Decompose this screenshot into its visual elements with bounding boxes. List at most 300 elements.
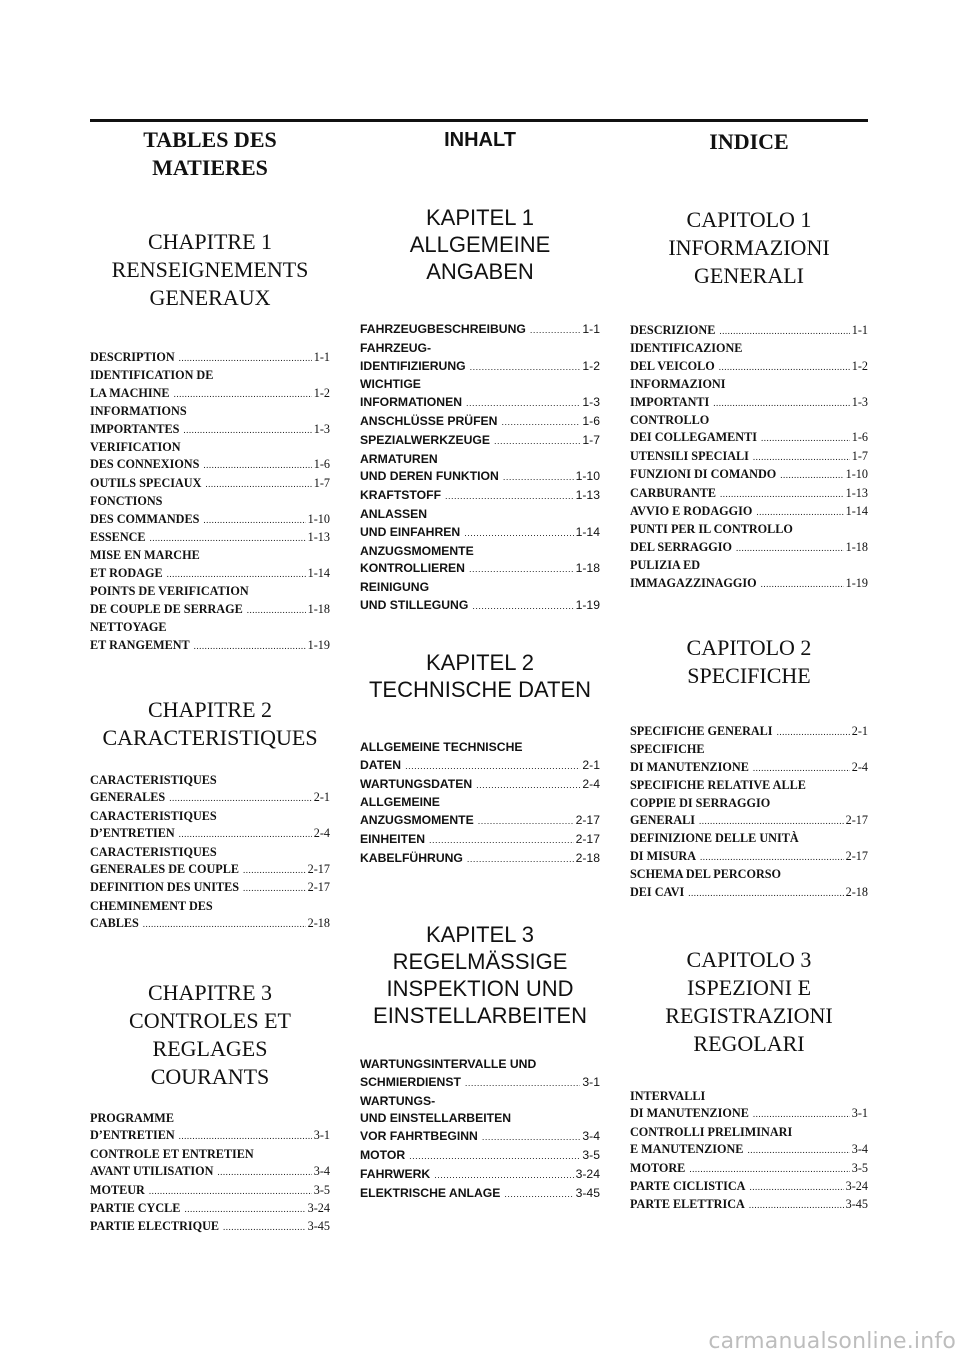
dot-leader	[465, 1075, 580, 1093]
toc-page-number: 3-4	[851, 1142, 868, 1157]
toc-page-number: 3-24	[845, 1179, 868, 1194]
dot-leader	[530, 322, 580, 340]
contents-title	[90, 126, 330, 182]
dot-leader	[143, 916, 306, 933]
toc-page-number: 1-10	[845, 467, 868, 482]
chapter-heading-line: CHAPITRE 1	[147, 229, 273, 254]
chapter-heading-line: CHAPITRE 2	[147, 697, 273, 722]
toc-entry-line	[630, 759, 868, 777]
chapter-heading	[90, 228, 330, 312]
toc-entry-text: ALLGEMEINE	[360, 795, 440, 810]
toc-page-number: 3-5	[851, 1160, 868, 1175]
toc-list	[360, 1056, 600, 1203]
toc-entry[interactable]	[360, 1147, 600, 1166]
toc-entry-text: SCHMIERDIENST	[360, 1074, 461, 1089]
toc-entry-line	[360, 757, 600, 776]
dot-leader	[719, 359, 850, 376]
dot-leader	[429, 832, 574, 850]
toc-entry-text: GENERALES	[90, 790, 166, 805]
toc-entry[interactable]	[90, 1146, 330, 1182]
toc-page-number: 1-19	[845, 575, 868, 590]
toc-page-number: 3-5	[313, 1182, 330, 1197]
chapter-heading-line: TECHNISCHE DATEN	[368, 677, 592, 702]
dot-leader	[699, 813, 844, 830]
toc-entry[interactable]	[90, 1182, 330, 1200]
toc-entry[interactable]	[90, 367, 330, 403]
toc-entry[interactable]	[360, 850, 600, 869]
toc-entry-text: VOR FAHRTBEGINN	[360, 1129, 478, 1144]
toc-entry-line	[360, 831, 600, 850]
toc-entry-line	[630, 358, 868, 376]
toc-entry-line	[90, 879, 330, 897]
chapter-heading	[360, 921, 600, 1029]
toc-entry-line	[630, 429, 868, 447]
watermark: carmanualsonline.info	[708, 1329, 956, 1354]
toc-entry-text: PULIZIA ED	[630, 558, 701, 573]
toc-entry-text: DE COUPLE DE SERRAGE	[90, 601, 243, 616]
toc-page-number: 2-4	[851, 759, 868, 774]
toc-entry-line	[360, 597, 600, 616]
toc-list	[90, 1110, 330, 1237]
dot-leader	[434, 1167, 573, 1185]
dot-leader	[405, 758, 580, 776]
toc-entry-line	[90, 915, 330, 933]
toc-page-number: 1-18	[845, 539, 868, 554]
toc-entry-line	[630, 503, 868, 521]
toc-entry-line	[630, 723, 868, 741]
toc-entry-text: ELEKTRISCHE ANLAGE	[360, 1185, 501, 1200]
toc-entry-text: POINTS DE VERIFICATION	[90, 584, 249, 599]
dot-leader	[467, 851, 574, 869]
contents-title-line: MATIERES	[152, 155, 268, 180]
toc-entry[interactable]	[90, 475, 330, 493]
toc-entry-line	[360, 321, 600, 340]
toc-page-number: 3-1	[313, 1128, 330, 1143]
toc-entry-text: LA MACHINE	[90, 385, 170, 400]
toc-page-number: 1-14	[575, 524, 600, 539]
toc-entry[interactable]	[360, 487, 600, 506]
toc-page-number: 3-1	[582, 1074, 600, 1089]
dot-leader	[167, 566, 306, 583]
chapter-heading	[90, 979, 330, 1091]
toc-entry-text: ANZUGSMOMENTE	[360, 813, 474, 828]
toc-entry-line	[630, 1105, 868, 1123]
dot-leader	[753, 1106, 850, 1123]
toc-entry-line	[360, 850, 600, 869]
toc-entry[interactable]	[630, 866, 868, 902]
toc-entry-text: GENERALI	[630, 813, 696, 828]
toc-entry[interactable]	[360, 1185, 600, 1204]
dot-leader	[736, 540, 844, 557]
toc-entry[interactable]	[90, 583, 330, 619]
chapter-heading	[360, 649, 600, 703]
toc-entry-text: KRAFTSTOFF	[360, 488, 442, 503]
toc-entry-line	[630, 848, 868, 866]
contents-title-line: TABLES DES	[143, 127, 277, 152]
toc-entry-text: ALLGEMEINE TECHNISCHE	[360, 740, 523, 754]
toc-entry-text: IDENTIFICAZIONE	[630, 341, 743, 356]
chapter-heading-line: RENSEIGNEMENTS	[111, 257, 309, 282]
dot-leader	[700, 849, 844, 866]
toc-entry[interactable]	[90, 1200, 330, 1218]
toc-entry-line	[360, 560, 600, 579]
toc-entry-text: INTERVALLI	[630, 1089, 706, 1103]
toc-entry-text: SPECIFICHE GENERALI	[630, 724, 773, 738]
toc-entry[interactable]	[360, 1056, 600, 1093]
toc-entry-line	[360, 1185, 600, 1204]
toc-page-number: 3-24	[575, 1166, 600, 1181]
toc-page-number: 3-4	[313, 1164, 330, 1179]
toc-entry[interactable]	[630, 741, 868, 777]
toc-entry-line	[360, 1166, 600, 1185]
dot-leader	[174, 386, 312, 403]
toc-entry-text: CONTROLLO	[630, 413, 710, 428]
toc-entry-line	[90, 861, 330, 879]
toc-page-number: 2-18	[307, 916, 330, 931]
toc-entry-text: KABELFÜHRUNG	[360, 850, 463, 865]
toc-entry-text: DES COMMANDES	[90, 511, 200, 526]
toc-entry-text: ET RODAGE	[90, 565, 163, 580]
toc-entry-line	[630, 1178, 868, 1196]
toc-entry[interactable]	[360, 321, 600, 340]
toc-entry-line	[90, 529, 330, 547]
dot-leader	[753, 449, 850, 466]
chapter-heading-line: ALLGEMEINE	[409, 232, 551, 257]
toc-page-number: 1-7	[313, 475, 330, 490]
toc-entry-line	[630, 539, 868, 557]
toc-entry[interactable]	[630, 503, 868, 521]
dot-leader	[761, 430, 850, 447]
toc-entry-text: REINIGUNG	[360, 580, 430, 595]
toc-page-number: 1-14	[307, 565, 330, 580]
toc-page-number: 2-18	[845, 884, 868, 899]
toc-page-number: 2-17	[307, 862, 330, 877]
dot-leader	[466, 395, 580, 413]
toc-entry[interactable]	[360, 831, 600, 850]
toc-entry-text: ANSCHLÜSSE PRÜFEN	[360, 413, 498, 428]
toc-entry-text: ESSENCE	[90, 530, 146, 545]
toc-entry-line	[360, 413, 600, 432]
dot-leader	[217, 1164, 311, 1181]
toc-entry[interactable]	[90, 547, 330, 583]
toc-entry[interactable]	[360, 776, 600, 795]
toc-page-number: 1-2	[313, 385, 330, 400]
toc-page-number: 3-45	[575, 1185, 600, 1200]
toc-list	[90, 772, 330, 934]
toc-entry[interactable]	[360, 1093, 600, 1147]
toc-page-number: 1-19	[307, 637, 330, 652]
dot-leader	[780, 467, 843, 484]
chapter-heading-line: GENERAUX	[149, 285, 271, 310]
toc-page-number: 3-1	[851, 1106, 868, 1121]
toc-entry-line	[90, 789, 330, 807]
chapter-heading-line: CONTROLES ET	[129, 1008, 291, 1033]
contents-title	[630, 128, 868, 156]
toc-page-number: 2-1	[851, 724, 868, 738]
toc-entry[interactable]	[360, 1166, 600, 1185]
toc-entry-text: DI MANUTENZIONE	[630, 759, 749, 774]
toc-entry-text: OUTILS SPECIAUX	[90, 475, 202, 490]
chapter-heading-line: EINSTELLARBEITEN	[373, 1003, 587, 1028]
dot-leader	[470, 359, 581, 377]
toc-entry[interactable]	[90, 619, 330, 655]
toc-entry-text: FAHRZEUGBESCHREIBUNG	[360, 322, 526, 336]
toc-page-number: 3-45	[845, 1197, 868, 1212]
toc-list	[630, 322, 868, 593]
toc-entry[interactable]	[360, 451, 600, 488]
toc-entry[interactable]	[630, 557, 868, 593]
toc-entry-text: PARTE CICLISTICA	[630, 1179, 746, 1194]
chapter-heading-line: CARACTERISTIQUES	[102, 725, 318, 750]
dot-leader	[503, 469, 574, 487]
toc-entry-text: CONTROLLI PRELIMINARI	[630, 1124, 793, 1139]
toc-entry[interactable]	[630, 1124, 868, 1160]
toc-list	[360, 739, 600, 869]
dot-leader	[494, 433, 580, 451]
toc-entry-text: UND EINFAHREN	[360, 524, 461, 539]
toc-page-number: 1-18	[307, 601, 330, 616]
toc-entry[interactable]	[360, 739, 600, 776]
toc-entry-line	[90, 1200, 330, 1218]
toc-entry-line	[630, 466, 868, 484]
toc-entry-text: IMPORTANTI	[630, 394, 710, 409]
toc-entry[interactable]	[90, 349, 330, 367]
toc-entry-text: UND DEREN FUNKTION	[360, 469, 499, 484]
toc-entry-line	[360, 468, 600, 487]
toc-entry-line	[360, 358, 600, 377]
toc-entry[interactable]	[630, 412, 868, 448]
dot-leader	[169, 790, 312, 807]
dot-leader	[194, 638, 306, 655]
toc-entry[interactable]	[630, 521, 868, 557]
dot-leader	[243, 862, 306, 879]
toc-entry[interactable]	[630, 376, 868, 412]
toc-entry-line	[360, 812, 600, 831]
toc-entry-line	[360, 524, 600, 543]
toc-entry-text: DEFINIZIONE DELLE UNITÀ	[630, 831, 799, 846]
chapter-heading-line: CAPITOLO 2	[686, 635, 812, 660]
toc-entry-text: PROGRAMME	[90, 1111, 174, 1125]
toc-page-number: 3-5	[582, 1147, 600, 1162]
toc-page-number: 3-24	[307, 1201, 330, 1216]
toc-page-number: 1-13	[575, 488, 600, 503]
toc-entry[interactable]	[90, 879, 330, 897]
toc-page-number: 1-13	[845, 485, 868, 500]
toc-entry[interactable]	[360, 413, 600, 432]
toc-page-number: 1-14	[845, 504, 868, 519]
toc-entry-text: CONTROLE ET ENTRETIEN	[90, 1146, 254, 1161]
toc-entry[interactable]	[630, 723, 868, 741]
toc-entry-text: D’ENTRETIEN	[90, 1128, 175, 1143]
chapter-heading-line: KAPITEL 2	[425, 650, 534, 675]
toc-entry[interactable]	[360, 543, 600, 580]
toc-entry-line	[630, 1141, 868, 1159]
toc-entry-line	[630, 1196, 868, 1214]
toc-page-number: 1-1	[851, 323, 868, 337]
toc-entry[interactable]	[630, 322, 868, 340]
toc-entry[interactable]	[90, 898, 330, 934]
toc-page-number: 2-17	[575, 813, 600, 828]
toc-entry-text: MOTOR	[360, 1147, 406, 1162]
top-rule	[90, 119, 868, 122]
toc-page-number: 1-10	[307, 511, 330, 526]
chapter-heading-line: REGOLARI	[693, 1031, 805, 1056]
dot-leader	[469, 561, 574, 579]
toc-entry-text: INFORMAZIONI	[630, 377, 726, 392]
toc-entry-text: MOTEUR	[90, 1182, 145, 1197]
toc-entry-text: E MANUTENZIONE	[630, 1142, 744, 1157]
dot-leader	[445, 488, 574, 506]
dot-leader	[179, 1128, 312, 1145]
toc-page-number: 2-17	[845, 848, 868, 863]
toc-entry-line	[360, 487, 600, 506]
dot-leader	[753, 760, 850, 777]
toc-entry-line	[360, 1147, 600, 1166]
toc-entry-text: DEI CAVI	[630, 884, 685, 899]
toc-entry-text: VERIFICATION	[90, 440, 181, 455]
toc-entry-text: ET RANGEMENT	[90, 637, 190, 652]
dot-leader	[756, 504, 843, 521]
toc-entry[interactable]	[90, 1218, 330, 1236]
toc-page-number: 1-13	[307, 530, 330, 545]
toc-entry[interactable]	[360, 376, 600, 413]
toc-entry-line	[630, 448, 868, 466]
chapter-heading-line: SPECIFICHE	[687, 663, 811, 688]
toc-entry-text: DESCRIPTION	[90, 350, 175, 364]
dot-leader	[478, 813, 574, 831]
toc-entry-text: CABLES	[90, 916, 139, 931]
toc-entry-text: SPEZIALWERKZEUGE	[360, 432, 491, 447]
dot-leader	[464, 525, 573, 543]
toc-entry-text: AVVIO E RODAGGIO	[630, 504, 753, 519]
toc-page-number: 3-4	[582, 1129, 600, 1144]
toc-entry-text: DEFINITION DES UNITES	[90, 880, 239, 895]
chapter-heading-line: GENERALI	[694, 263, 804, 288]
toc-entry-text: D’ENTRETIEN	[90, 826, 175, 841]
toc-entry-text: DI MISURA	[630, 848, 697, 863]
toc-entry-text: ARMATUREN	[360, 451, 438, 466]
dot-leader	[750, 1179, 844, 1196]
toc-entry-text: DATEN	[360, 757, 402, 772]
toc-entry[interactable]	[360, 432, 600, 451]
toc-entry[interactable]	[630, 448, 868, 466]
toc-entry[interactable]	[630, 340, 868, 376]
toc-entry[interactable]	[630, 1178, 868, 1196]
toc-entry-line	[360, 1128, 600, 1147]
toc-entry-text: SCHEMA DEL PERCORSO	[630, 867, 782, 882]
dot-leader	[409, 1148, 580, 1166]
dot-leader	[203, 457, 311, 474]
toc-entry[interactable]	[360, 794, 600, 831]
dot-leader	[720, 486, 844, 503]
chapter-heading-line: REGISTRAZIONI	[665, 1003, 833, 1028]
toc-entry[interactable]	[630, 485, 868, 503]
toc-entry-text: KONTROLLIEREN	[360, 561, 465, 576]
toc-entry-text: CARACTERISTIQUES	[90, 773, 217, 787]
dot-leader	[501, 414, 580, 432]
toc-page-number: 1-6	[851, 430, 868, 445]
dot-leader	[243, 880, 306, 897]
toc-entry-line	[360, 394, 600, 413]
toc-page-number: 1-3	[582, 395, 600, 410]
toc-entry[interactable]	[630, 466, 868, 484]
toc-page-number: 1-3	[851, 394, 868, 409]
toc-entry-text: GENERALES DE COUPLE	[90, 862, 239, 877]
contents-title-line: INDICE	[709, 129, 789, 154]
toc-entry-line	[630, 1160, 868, 1178]
toc-entry-line	[90, 421, 330, 439]
toc-entry-text: IMPORTANTES	[90, 421, 180, 436]
toc-list	[630, 1088, 868, 1215]
toc-entry-text: DES CONNEXIONS	[90, 457, 200, 472]
dot-leader	[482, 1129, 581, 1147]
toc-list	[90, 349, 330, 655]
toc-entry[interactable]	[90, 1110, 330, 1146]
dot-leader	[184, 1201, 305, 1218]
dot-leader	[223, 1219, 306, 1236]
toc-entry[interactable]	[630, 1088, 868, 1124]
toc-entry-line	[630, 322, 868, 340]
chapter-heading	[630, 634, 868, 690]
toc-entry[interactable]	[360, 579, 600, 616]
chapter-heading-line: CHAPITRE 3	[147, 980, 273, 1005]
toc-entry-text: UND STILLEGUNG	[360, 597, 469, 612]
toc-entry-text: FAHRZEUG-	[360, 340, 432, 355]
toc-page-number: 1-10	[575, 469, 600, 484]
toc-entry-text: AVANT UTILISATION	[90, 1164, 214, 1179]
dot-leader	[247, 602, 306, 619]
toc-entry[interactable]	[630, 830, 868, 866]
chapter-heading-line: INSPEKTION UND	[386, 976, 574, 1001]
toc-entry[interactable]	[90, 403, 330, 439]
toc-entry[interactable]	[360, 340, 600, 377]
toc-entry-text: CARBURANTE	[630, 485, 716, 500]
toc-entry-text: UTENSILI SPECIALI	[630, 448, 749, 463]
toc-entry-text: MISE EN MARCHE	[90, 548, 200, 563]
toc-entry-text: ANZUGSMOMENTE	[360, 543, 474, 558]
chapter-heading-line: KAPITEL 3	[425, 922, 534, 947]
toc-entry[interactable]	[90, 529, 330, 547]
toc-entry[interactable]	[90, 808, 330, 844]
toc-entry[interactable]	[90, 439, 330, 475]
dot-leader	[476, 777, 580, 795]
chapter-heading	[90, 696, 330, 752]
toc-entry-line	[630, 812, 868, 830]
toc-page-number: 1-7	[582, 432, 600, 447]
chapter-heading-line: KAPITEL 1	[425, 205, 534, 230]
toc-entry-text: PARTIE ELECTRIQUE	[90, 1219, 220, 1234]
dot-leader	[761, 576, 844, 593]
toc-entry[interactable]	[90, 772, 330, 808]
toc-entry[interactable]	[630, 1196, 868, 1214]
chapter-heading-line: REGLAGES	[152, 1036, 268, 1061]
toc-entry[interactable]	[360, 506, 600, 543]
chapter-heading	[630, 206, 868, 290]
toc-entry[interactable]	[90, 844, 330, 880]
dot-leader	[688, 885, 843, 902]
toc-page-number: 2-4	[313, 826, 330, 841]
toc-page-number: 2-17	[575, 831, 600, 846]
toc-entry-line	[90, 825, 330, 843]
toc-entry-line	[90, 475, 330, 493]
toc-entry[interactable]	[630, 1160, 868, 1178]
toc-entry[interactable]	[630, 777, 868, 830]
toc-page-number: 3-45	[307, 1219, 330, 1234]
dot-leader	[719, 323, 849, 340]
toc-entry-line	[630, 575, 868, 593]
contents-title	[360, 126, 600, 154]
toc-entry[interactable]	[90, 493, 330, 529]
